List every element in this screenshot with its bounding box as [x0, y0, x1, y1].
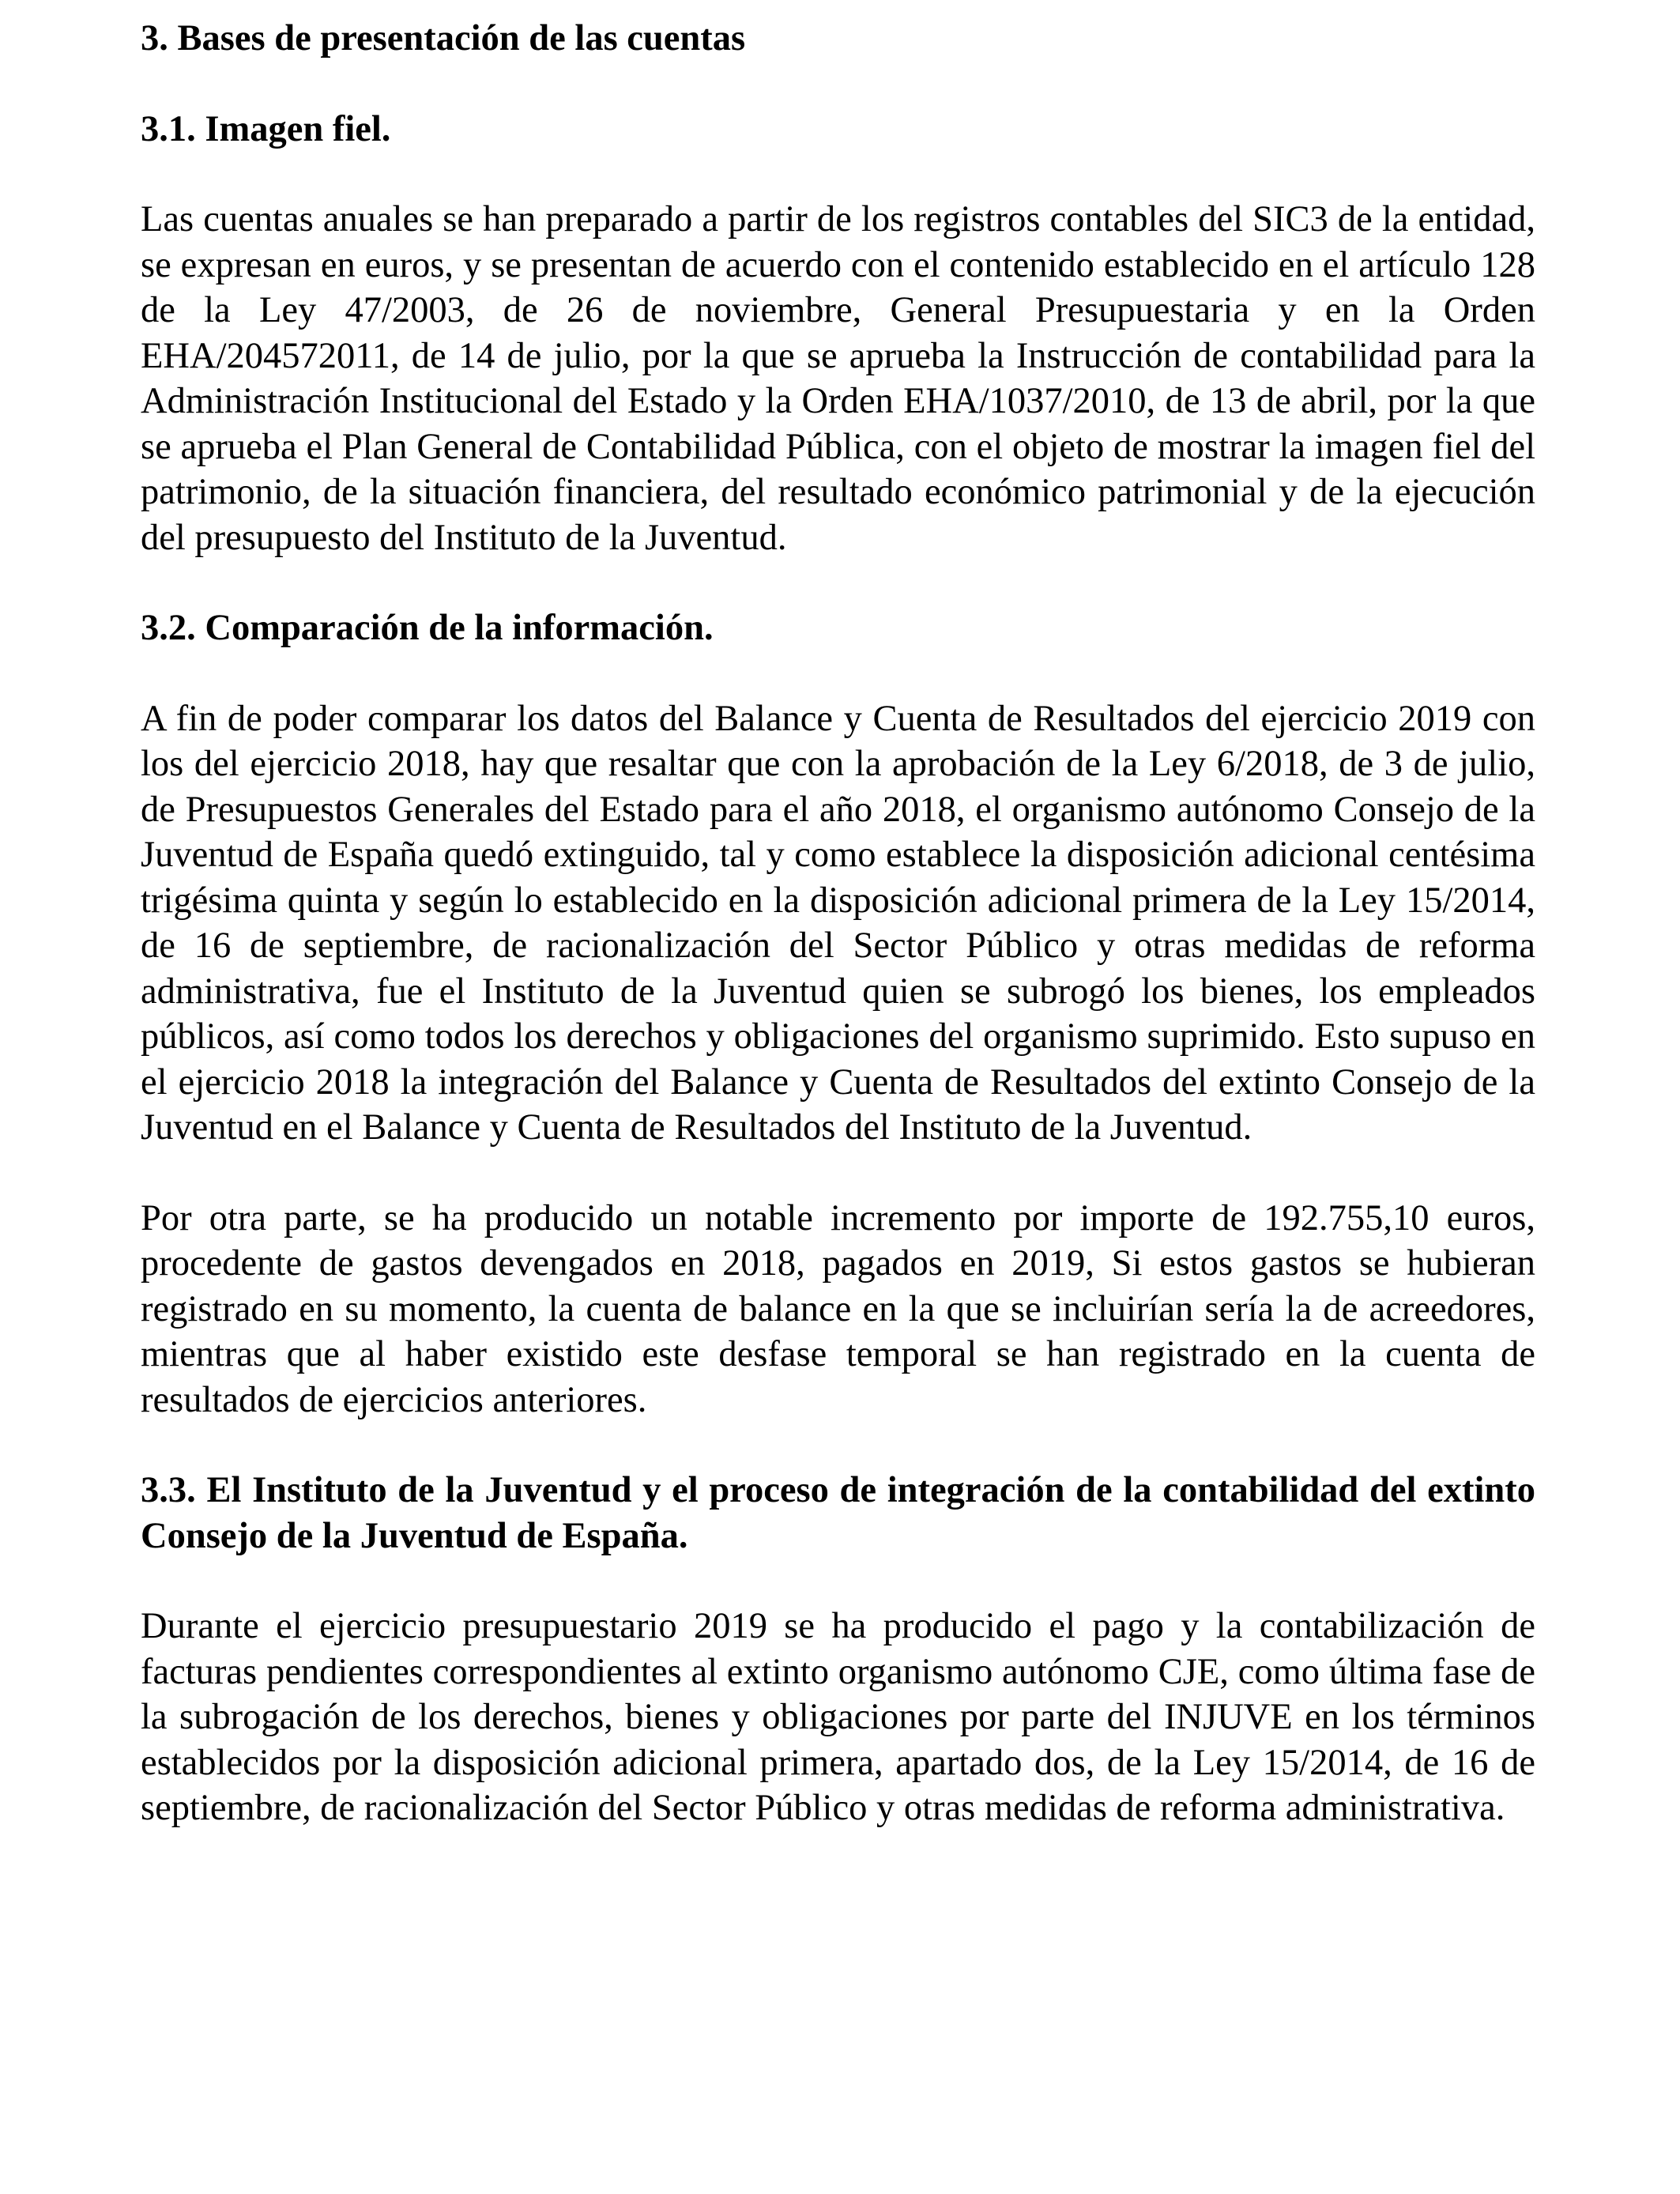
spacer [141, 1423, 1535, 1468]
section-title-imagen-fiel: 3.1. Imagen fiel. [141, 108, 391, 149]
spacer [141, 152, 1535, 197]
paragraph-integracion: Durante el ejercicio presupuestario 2019 se ha producido el pago y la contabilización de facturas pendientes correspondientes al extinto organismo autónomo CJE, como última fase de la subrogación de los derechos, bienes y obligaciones por parte del INJUVE en los términos establecidos por la disposición adicional primera, apartado dos, de la Ley 15/2014, de 16 de septiembre, de racionalización del Sector Público y otras medidas de reforma administrativa. [141, 1606, 1535, 1828]
spacer [141, 1559, 1535, 1604]
paragraph-comparacion-1: A fin de poder comparar los datos del Balance y Cuenta de Resultados del ejercicio 2019 con los del ejercicio 2018, hay que resaltar que con la aprobación de la Ley 6/2018, de 3 de julio, de Presupuestos Generales del Estado para el año 2018, el organismo autónomo Consejo de la Juventud de España quedó extinguido, tal y como establece la disposición adicional centésima trigésima quinta y según lo establecido en la disposición adicional primera de la Ley 15/2014, de 16 de septiembre, de racionalización del Sector Público y otras medidas de reforma administrativa, fue el Instituto de la Juventud quien se subrogó los bienes, los empleados públicos, así como todos los derechos y obligaciones del organismo suprimido. Esto supuso en el ejercicio 2018 la integración del Balance y Cuenta de Resultados del extinto Consejo de la Juventud en el Balance y Cuenta de Resultados del Instituto de la Juventud. [141, 698, 1535, 1148]
spacer [141, 1151, 1535, 1196]
page-title: 3. Bases de presentación de las cuentas [141, 18, 746, 58]
paragraph-comparacion-2: Por otra parte, se ha producido un notable incremento por importe de 192.755,10 euros, procedente de gastos devengados en 2018, pagados en 2019, Si estos gastos se hubieran registrado en su momento, la cuenta de balance en la que se incluirían sería la de acreedores, mientras que al haber existido este desfase temporal se han registrado en la cuenta de resultados de ejercicios anteriores. [141, 1197, 1535, 1420]
spacer [141, 560, 1535, 605]
document-content [141, 16, 1535, 1831]
section-title-comparacion: 3.2. Comparación de la información. [141, 608, 714, 648]
section-title-integracion: 3.3. El Instituto de la Juventud y el proceso de integración de la contabilidad del extinto Consejo de la Juventud de España. [141, 1470, 1535, 1556]
paragraph-imagen-fiel: Las cuentas anuales se han preparado a partir de los registros contables del SIC3 de la entidad, se expresan en euros, y se presentan de acuerdo con el contenido establecido en el artículo 128 de la Ley 47/2003, de 26 de noviembre, General Presupuestaria y en la Orden EHA/204572011, de 14 de julio, por la que se aprueba la Instrucción de contabilidad para la Administración Institucional del Estado y la Orden EHA/1037/2010, de 13 de abril, por la que se aprueba el Plan General de Contabilidad Pública, con el objeto de mostrar la imagen fiel del patrimonio, de la situación financiera, del resultado económico patrimonial y de la ejecución del presupuesto del Instituto de la Juventud. [141, 199, 1535, 558]
spacer [141, 62, 1535, 107]
spacer [141, 651, 1535, 696]
